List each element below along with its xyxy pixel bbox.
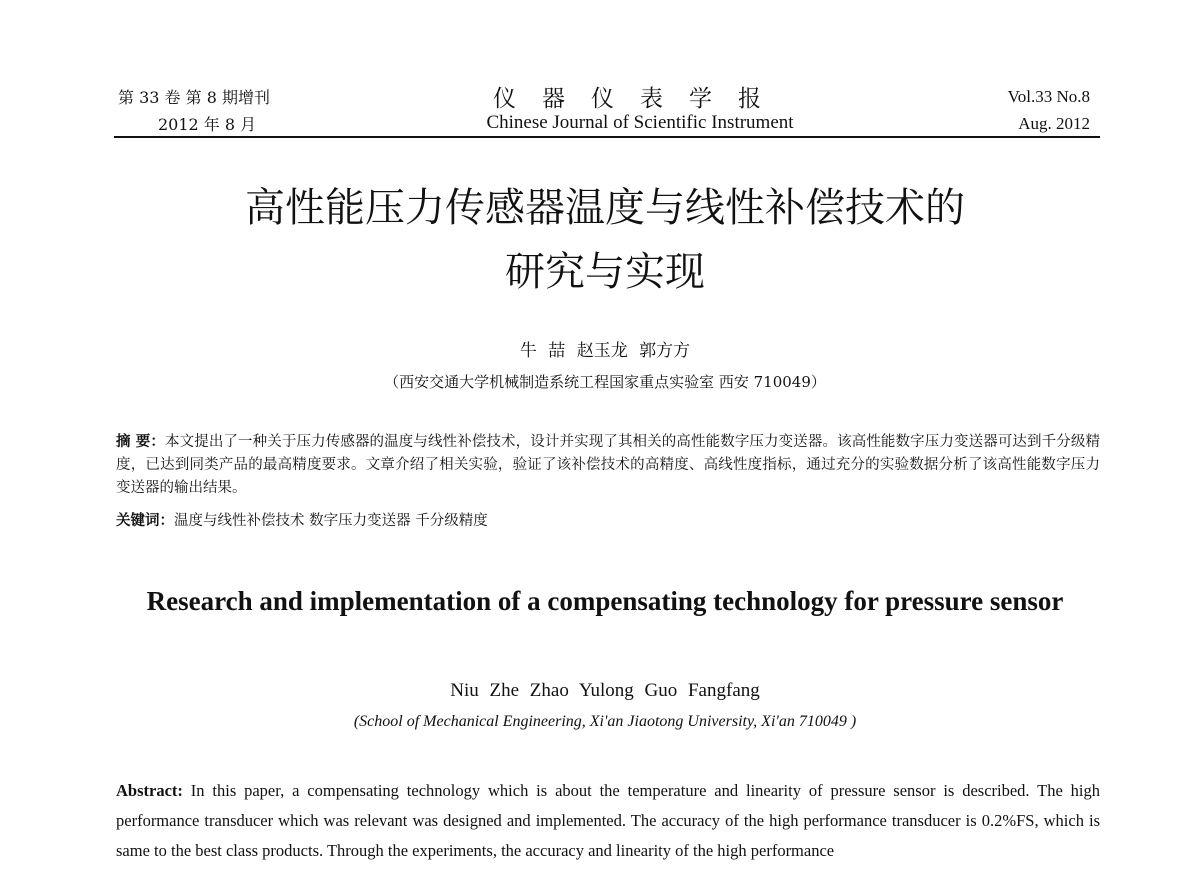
authors-cn: 牛 喆 赵玉龙 郭方方 <box>519 341 691 361</box>
abstract-cn-text: 本文提出了一种关于压力传感器的温度与线性补偿技术，设计并实现了其相关的高性能数字压力变送器。该高性能数字压力变送器可达到千分级精度，已达到同类产品的最高精度要求。文章介绍了相关实验，验证了该补偿技术的高精度、高线性度指标，通过充分的实验数据分析了该高性能数字压力变送器的输出结果。 <box>116 434 1100 496</box>
journal-title-cn: 仪器仪表学报 <box>493 86 787 112</box>
header-rule <box>114 136 1100 138</box>
paper-title-en: Research and implementation of a compensating technology for pressure sensor <box>146 586 1064 616</box>
abstract-en-text: In this paper, a compensating technology which is about the temperature and linearity of pressure sensor is described. The high performance transducer which was relevant was designed and implemented. The accuracy of the high performance transducer is 0.2%FS, which is same to the best class products. Through the experiments, the accuracy and linearity of the high performance <box>116 781 1100 860</box>
affiliation-cn: （西安交通大学机械制造系统工程国家重点实验室 西安 710049） <box>384 373 826 391</box>
affiliation-en: (School of Mechanical Engineering, Xi'an Jiaotong University, Xi'an 710049 ) <box>353 713 857 730</box>
paper-title-cn-line1: 高性能压力传感器温度与线性补偿技术的 <box>245 185 965 231</box>
volume-issue: 第 33 卷 第 8 期增刊 <box>118 88 270 107</box>
authors-en: Niu Zhe Zhao Yulong Guo Fangfang <box>450 680 760 701</box>
keywords-cn <box>116 509 1100 530</box>
keywords-cn-label: 关键词： <box>116 512 174 529</box>
paper-title-cn <box>100 176 1110 304</box>
volume-number-en: Vol.33 No.8 <box>1007 87 1090 106</box>
publication-date-en: Aug. 2012 <box>1018 114 1090 133</box>
abstract-cn-label: 摘 要： <box>116 433 165 450</box>
publication-date-cn: 2012 年 8 月 <box>158 115 257 134</box>
abstract-en <box>116 776 1100 866</box>
abstract-en-label: Abstract: <box>116 781 183 800</box>
journal-title-en: Chinese Journal of Scientific Instrument <box>486 112 794 133</box>
abstract-cn <box>116 430 1100 500</box>
keywords-cn-text: 温度与线性补偿技术 数字压力变送器 千分级精度 <box>174 513 488 529</box>
paper-title-cn-line2: 研究与实现 <box>505 249 705 295</box>
